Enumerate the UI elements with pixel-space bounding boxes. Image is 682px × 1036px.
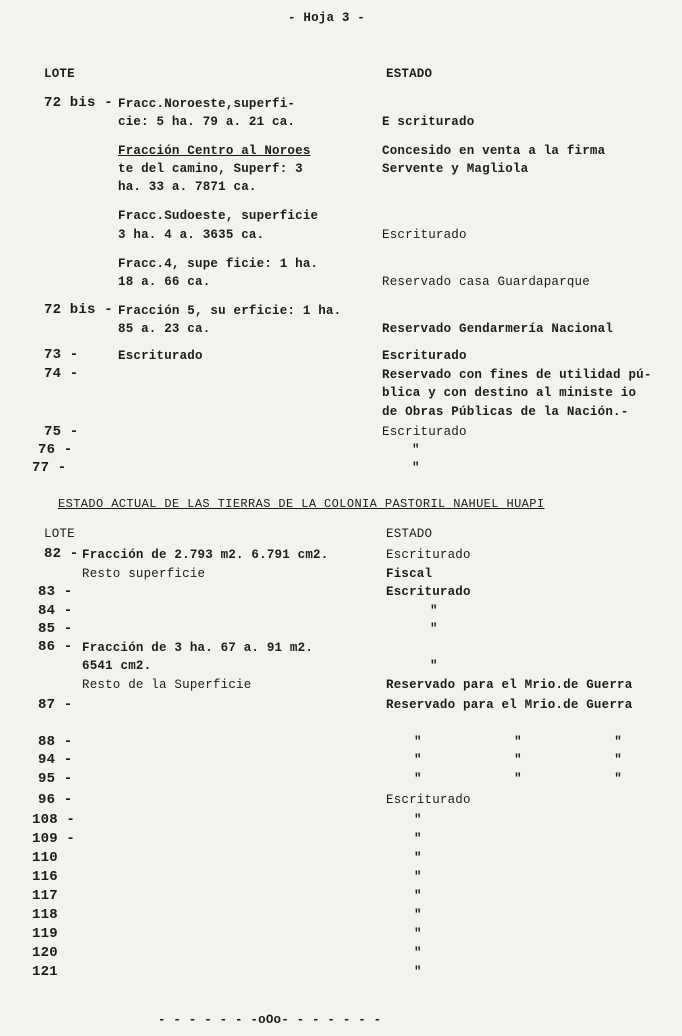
lote-number: 74 - xyxy=(44,366,79,382)
lote-description: te del camino, Superf: 3 xyxy=(118,162,303,176)
ditto-mark: " xyxy=(412,443,420,457)
lote-number: 86 - xyxy=(38,639,73,655)
lote-estado: Reservado Gendarmería Nacional xyxy=(382,322,614,336)
lote-number: 95 - xyxy=(38,771,73,787)
lote-description: Escriturado xyxy=(118,349,203,363)
ditto-mark: " xyxy=(414,908,422,922)
lote-estado: blica y con destino al ministe io xyxy=(382,386,637,400)
lote-estado: Escriturado xyxy=(386,793,471,807)
section-title: ESTADO ACTUAL DE LAS TIERRAS DE LA COLONIA PASTORIL NAHUEL HUAPI xyxy=(58,497,545,511)
lote-estado: Escriturado xyxy=(386,585,471,599)
lote-number: 87 - xyxy=(38,697,73,713)
lote-estado: de Obras Públicas de la Nación.- xyxy=(382,405,629,419)
lote-number: 75 - xyxy=(44,424,79,440)
page-label: - Hoja 3 - xyxy=(288,11,366,25)
lote-number: 117 xyxy=(32,888,58,904)
ditto-mark: " xyxy=(414,946,422,960)
lote-estado: Reservado con fines de utilidad pú- xyxy=(382,368,652,382)
ditto-mark: " xyxy=(430,604,438,618)
lote-estado: Reservado para el Mrio.de Guerra xyxy=(386,678,633,692)
lote-number: 110 xyxy=(32,850,58,866)
ditto-mark: " xyxy=(412,461,420,475)
lote-description: Fracción de 3 ha. 67 a. 91 m2. xyxy=(82,641,314,655)
lote-estado: Concesido en venta a la firma xyxy=(382,144,606,158)
lote-description: 18 a. 66 ca. xyxy=(118,275,211,289)
lote-estado: Fiscal xyxy=(386,567,433,581)
lote-estado: Reservado para el Mrio.de Guerra xyxy=(386,698,633,712)
lote-description: ha. 33 a. 7871 ca. xyxy=(118,180,257,194)
lote-number: 72 bis - xyxy=(44,95,113,111)
lote-estado: Escriturado xyxy=(386,548,471,562)
closing-ornament: - - - - - - -oOo- - - - - - - xyxy=(158,1013,382,1027)
lote-description: 3 ha. 4 a. 3635 ca. xyxy=(118,228,265,242)
ditto-mark: " xyxy=(430,659,438,673)
lote-number: 77 - xyxy=(32,460,67,476)
lote-description: Fracc.Noroeste,superfi- xyxy=(118,97,296,111)
lote-number: 85 - xyxy=(38,621,73,637)
lote-estado: E scriturado xyxy=(382,115,475,129)
lote-number: 83 - xyxy=(38,584,73,600)
ditto-mark: " xyxy=(414,965,422,979)
ditto-mark: " xyxy=(414,813,422,827)
lote-number: 121 xyxy=(32,964,58,980)
lote-description: Fracción 5, su erficie: 1 ha. xyxy=(118,304,342,318)
ditto-mark: " xyxy=(414,870,422,884)
lote-number: 118 xyxy=(32,907,58,923)
ditto-mark: " xyxy=(414,927,422,941)
lote-number: 88 - xyxy=(38,734,73,750)
lote-estado: Reservado casa Guardaparque xyxy=(382,275,590,289)
lote-description: Fracc.Sudoeste, superficie xyxy=(118,209,319,223)
lote-description: Fracción de 2.793 m2. 6.791 cm2. xyxy=(82,548,329,562)
column-header-lote: LOTE xyxy=(44,527,75,541)
ditto-mark: " " " xyxy=(414,772,622,786)
lote-number: 82 - xyxy=(44,546,79,562)
lote-number: 84 - xyxy=(38,603,73,619)
lote-number: 108 - xyxy=(32,812,76,828)
ditto-mark: " " " xyxy=(414,735,622,749)
ditto-mark: " xyxy=(414,832,422,846)
lote-description: Resto superficie xyxy=(82,567,206,581)
column-header-estado: ESTADO xyxy=(386,67,433,81)
lote-description: Resto de la Superficie xyxy=(82,678,252,692)
lote-description: 85 a. 23 ca. xyxy=(118,322,211,336)
lote-number: 72 bis - xyxy=(44,302,113,318)
lote-description: cie: 5 ha. 79 a. 21 ca. xyxy=(118,115,296,129)
ditto-mark: " xyxy=(414,889,422,903)
lote-description-text: Fracción Centro al Noroes xyxy=(118,144,311,158)
column-header-estado: ESTADO xyxy=(386,527,433,541)
lote-number: 119 xyxy=(32,926,58,942)
lote-estado: Escriturado xyxy=(382,349,467,363)
ditto-mark: " xyxy=(430,622,438,636)
lote-estado: Servente y Magliola xyxy=(382,162,529,176)
ditto-mark: " xyxy=(414,851,422,865)
ditto-mark: " " " xyxy=(414,753,622,767)
lote-estado: Escriturado xyxy=(382,228,467,242)
lote-number: 116 xyxy=(32,869,58,885)
lote-number: 76 - xyxy=(38,442,73,458)
lote-number: 94 - xyxy=(38,752,73,768)
lote-description: Fracc.4, supe ficie: 1 ha. xyxy=(118,257,319,271)
lote-number: 73 - xyxy=(44,347,79,363)
lote-estado: Escriturado xyxy=(382,425,467,439)
lote-description: 6541 cm2. xyxy=(82,659,152,673)
lote-description xyxy=(118,143,311,159)
lote-number: 96 - xyxy=(38,792,73,808)
lote-number: 120 xyxy=(32,945,58,961)
column-header-lote: LOTE xyxy=(44,67,75,81)
lote-number: 109 - xyxy=(32,831,76,847)
